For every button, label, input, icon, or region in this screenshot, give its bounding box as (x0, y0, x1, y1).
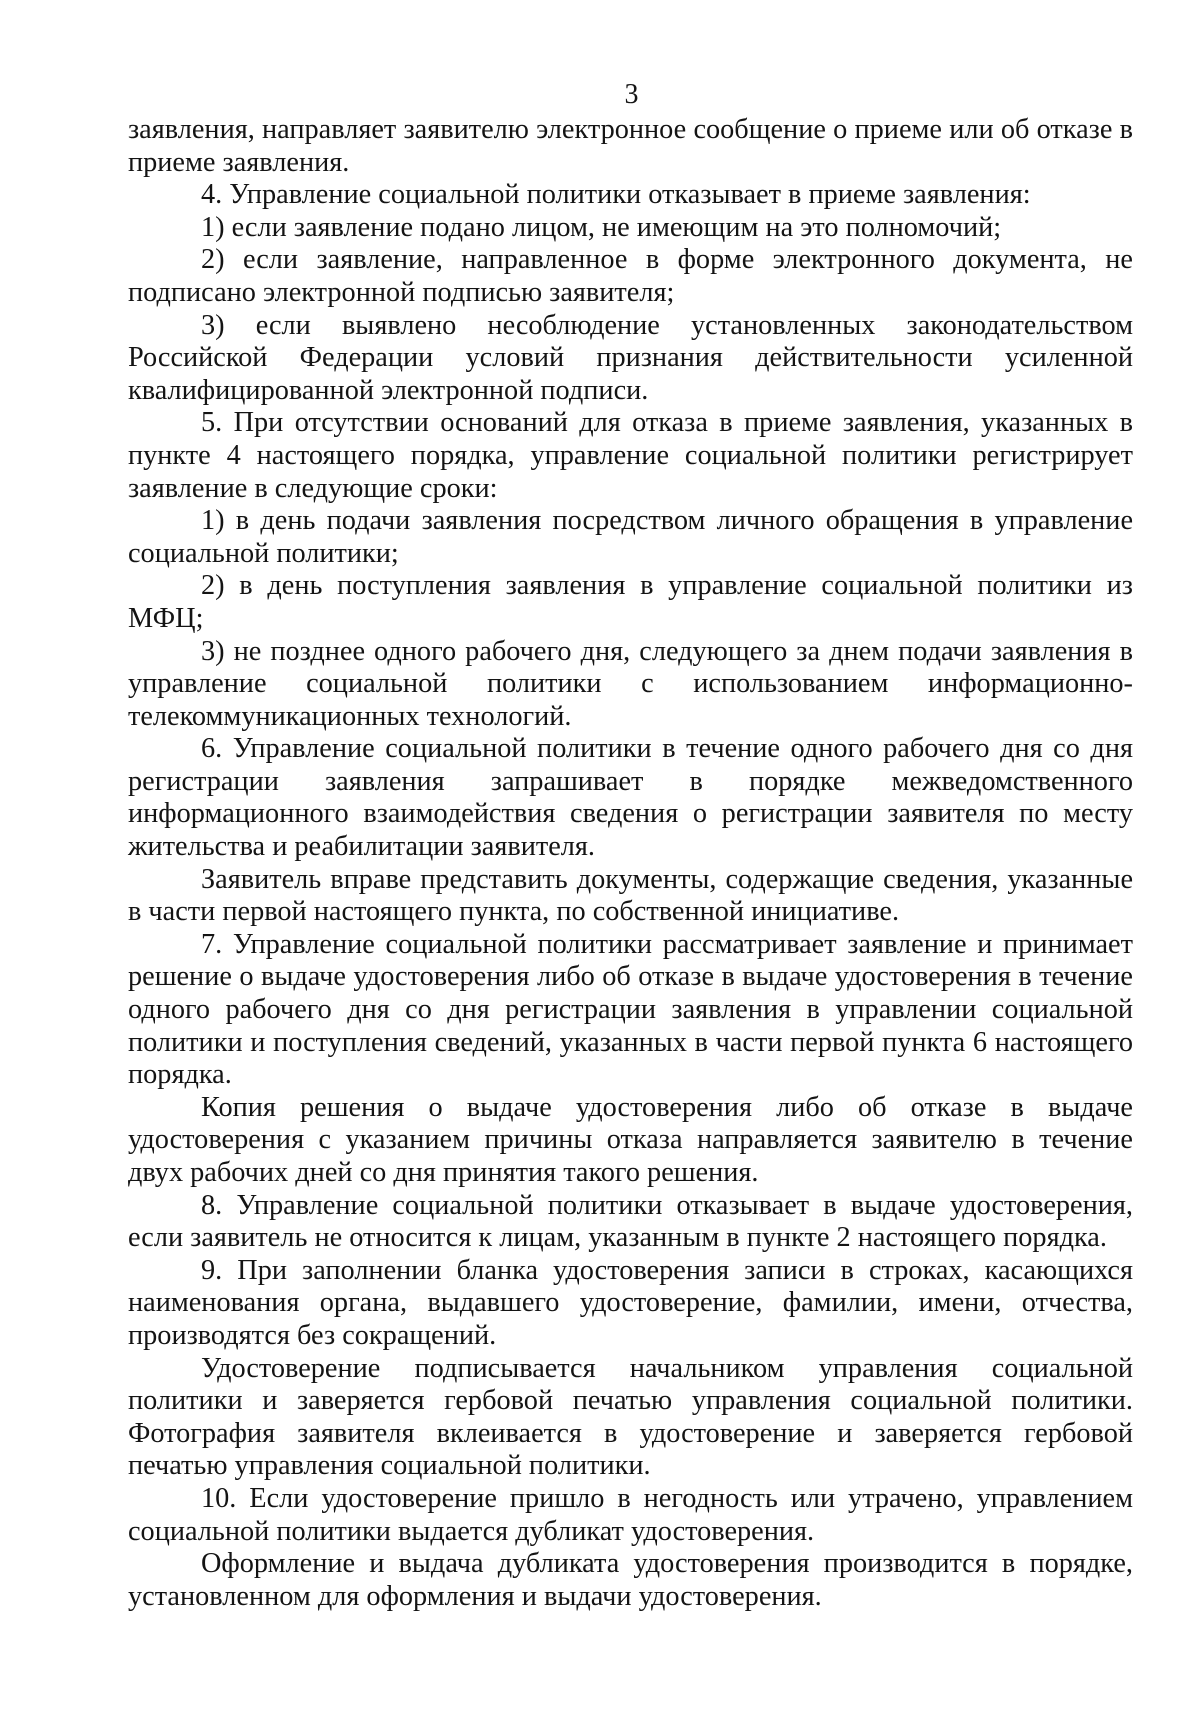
page-number: 3 (624, 79, 639, 110)
paragraph-item-5-2: 2) в день поступления заявления в управление социальной политики из МФЦ; (128, 570, 1133, 634)
paragraph-item-4-3: 3) если выявлено несоблюдение установленных законодательством Российской Федерации условий признания действительности усиленной квалифицированной электронной подписи. (128, 309, 1133, 406)
document-body (128, 114, 1133, 1613)
paragraph-item-6: 6. Управление социальной политики в течение одного рабочего дня со дня регистрации заявления запрашивает в порядке межведомственного информационного взаимодействия сведения о регистрации заявителя по месту жительства и реабилитации заявителя. (128, 733, 1133, 863)
paragraph-item-4-2: 2) если заявление, направленное в форме электронного документа, не подписано электронной подписью заявителя; (128, 244, 1133, 308)
paragraph-item-4-1: 1) если заявление подано лицом, не имеющим на это полномочий; (201, 211, 1002, 243)
paragraph-item-10: 10. Если удостоверение пришло в негодность или утрачено, управлением социальной политики выдается дубликат удостоверения. (128, 1482, 1133, 1547)
paragraph-item-9: 9. При заполнении бланка удостоверения записи в строках, касающихся наименования органа, выдавшего удостоверение, фамилии, имени, отчества, производятся без сокращений. (128, 1254, 1133, 1351)
paragraph-item-9-part-2: Удостоверение подписывается начальником управления социальной политики и заверяется гербовой печатью управления социальной политики. Фотография заявителя вклеивается в удостоверение и заверяется гербовой печатью управления социальной политики. (128, 1352, 1133, 1482)
paragraph-item-7-part-2: Копия решения о выдаче удостоверения либо об отказе в выдаче удостоверения с указанием причины отказа направляется заявителю в течение двух рабочих дней со дня принятия такого решения. (128, 1091, 1133, 1188)
paragraph-item-5: 5. При отсутствии оснований для отказа в приеме заявления, указанных в пункте 4 настоящего порядка, управление социальной политики регистрирует заявление в следующие сроки: (128, 407, 1133, 504)
paragraph-item-8: 8. Управление социальной политики отказывает в выдаче удостоверения, если заявитель не относится к лицам, указанным в пункте 2 настоящего порядка. (128, 1189, 1133, 1254)
paragraph-item-10-part-2: Оформление и выдача дубликата удостоверения производится в порядке, установленном для оформления и выдачи удостоверения. (128, 1548, 1133, 1612)
paragraph-item-5-1: 1) в день подачи заявления посредством личного обращения в управление социальной политики; (128, 505, 1133, 569)
paragraph-item-4: 4. Управление социальной политики отказывает в приеме заявления: (201, 179, 1031, 211)
paragraph-item-6-part-2: Заявитель вправе представить документы, содержащие сведения, указанные в части первой настоящего пункта, по собственной инициативе. (128, 863, 1133, 928)
paragraph-item-7: 7. Управление социальной политики рассматривает заявление и принимает решение о выдаче удостоверения либо об отказе в выдаче удостоверения в течение одного рабочего дня со дня регистрации заявления в управлении социальной политики и поступления сведений, указанных в части первой пункта 6 настоящего порядка. (128, 928, 1133, 1091)
paragraph-continuation: заявления, направляет заявителю электронное сообщение о приеме или об отказе в приеме заявления. (128, 114, 1133, 178)
paragraph-item-5-3: 3) не позднее одного рабочего дня, следующего за днем подачи заявления в управление социальной политики с использованием информационно-телекоммуникационных технологий. (128, 635, 1133, 732)
